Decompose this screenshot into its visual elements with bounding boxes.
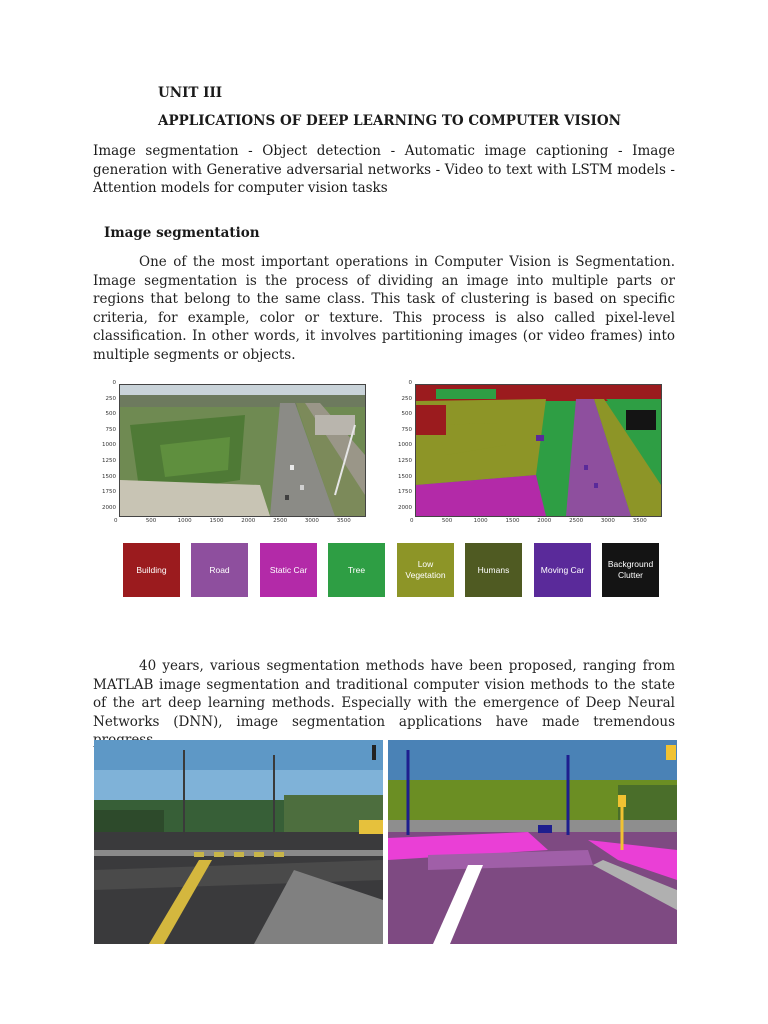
street-photo [94, 740, 383, 944]
x-tick-label: 3500 [632, 518, 647, 524]
y-tick-label: 0 [112, 380, 116, 386]
x-tick-label: 1000 [177, 518, 192, 524]
x-tick-label: 500 [145, 518, 157, 524]
y-tick-label: 750 [401, 426, 412, 433]
y-tick-label: 1000 [102, 442, 116, 449]
legend-humans: Humans [465, 543, 522, 597]
legend-background-clutter: Background Clutter [602, 543, 659, 597]
y-tick-label: 1750 [102, 489, 116, 496]
y-tick-label: 2000 [102, 504, 116, 511]
x-tick-label: 1500 [505, 518, 520, 524]
aerial-photo-plot [94, 378, 374, 528]
legend-static-car: Static Car [260, 543, 317, 597]
legend-moving-car: Moving Car [534, 543, 591, 597]
unit-label: UNIT III [158, 85, 223, 101]
topics-list: Image segmentation - Object detection - Automatic image captioning - Image generation with Generative adversarial networks - Video to text with LSTM models - Attention models for computer vision tasks [93, 143, 675, 196]
x-tick-label: 2500 [569, 518, 584, 524]
x-tick-label: 0 [410, 518, 414, 524]
y-tick-label: 0 [408, 380, 412, 386]
y-tick-label: 750 [105, 426, 116, 433]
x-tick-label: 0 [114, 518, 118, 524]
paragraph-intro: One of the most important operations in Computer Vision is Segmentation. Image segmentation is the process of dividing an image into multiple parts or regions that belong to the same class. This task of clustering is based on specific criteria, for example, color or texture. This process is also called pixel-level classification. In other words, it involves partitioning images (or video frames) into multiple segments or objects. [93, 254, 675, 363]
x-tick-label: 3000 [600, 518, 615, 524]
y-tick-label: 2000 [398, 504, 412, 511]
segmentation-mask [415, 384, 662, 517]
x-tick-label: 2500 [273, 518, 288, 524]
legend-low-vegetation: Low Vegetation [397, 543, 454, 597]
paragraph-history: 40 years, various segmentation methods have been proposed, ranging from MATLAB image segmentation and traditional computer vision methods to the state of the art deep learning methods. Especially with the emergence of Deep Neural Networks (DNN), image segmentation applications have made tremendous [93, 658, 675, 730]
y-tick-label: 1500 [102, 473, 116, 480]
street-segmentation [388, 740, 677, 944]
x-tick-label: 2000 [537, 518, 552, 524]
legend-building: Building [123, 543, 180, 597]
y-tick-label: 1250 [102, 457, 116, 464]
y-tick-label: 1750 [398, 489, 412, 496]
y-tick-label: 1500 [398, 473, 412, 480]
section-heading: Image segmentation [104, 225, 260, 241]
y-tick-label: 250 [105, 395, 116, 402]
x-tick-label: 2000 [241, 518, 256, 524]
y-tick-label: 500 [105, 411, 116, 418]
y-tick-label: 1250 [398, 457, 412, 464]
page-title: APPLICATIONS OF DEEP LEARNING TO COMPUTER VISION [158, 113, 621, 129]
y-tick-label: 500 [401, 411, 412, 418]
segmentation-mask-plot [390, 378, 670, 528]
y-tick-label: 250 [401, 395, 412, 402]
x-tick-label: 3000 [304, 518, 319, 524]
x-tick-label: 1000 [473, 518, 488, 524]
y-tick-label: 1000 [398, 442, 412, 449]
aerial-photo [119, 384, 366, 517]
x-tick-label: 3500 [336, 518, 351, 524]
legend-road: Road [191, 543, 248, 597]
x-tick-label: 1500 [209, 518, 224, 524]
legend-tree: Tree [328, 543, 385, 597]
x-tick-label: 500 [441, 518, 453, 524]
